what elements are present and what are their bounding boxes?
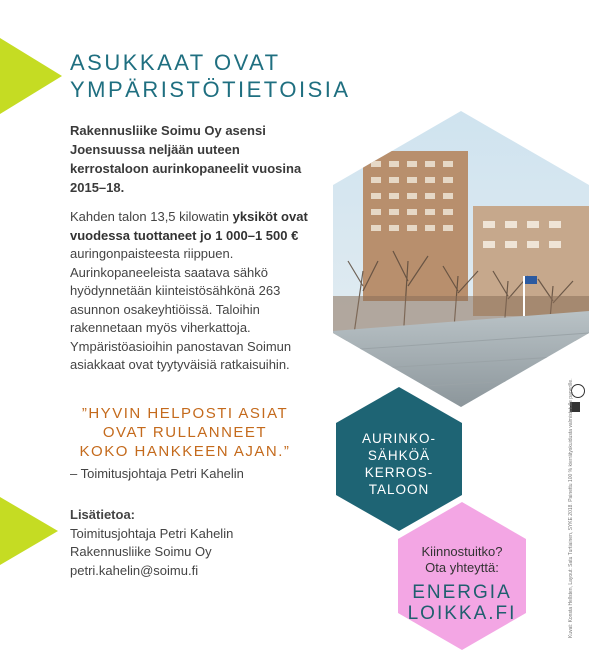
logo-line-1: ENERGIA <box>412 582 512 603</box>
badge-line-4: TALOON <box>368 482 430 497</box>
building-photo-illustration <box>333 111 589 407</box>
logo-line-2: LOIKKA.FI <box>407 603 517 624</box>
quote-attribution: – Toimitusjohtaja Petri Kahelin <box>70 466 244 481</box>
contact-email-link[interactable]: petri.kahelin@soimu.fi <box>70 562 199 578</box>
contact-name: Toimitusjohtaja Petri Kahelin <box>70 525 234 541</box>
body-emphasis: yksiköt ovat vuodessa tuottaneet jo 1 000–1 500 € <box>70 209 308 243</box>
contact-company: Rakennusliike Soimu Oy <box>70 544 212 559</box>
cta-hexagon <box>398 502 526 650</box>
body-paragraph <box>70 208 330 375</box>
cta-text <box>398 544 526 576</box>
credits-line: Kuvat: Konsta Hellsten, Layout: Satu Turtiainen, SYKE 2018. Painettu 100 % kierrätyskuidusta valmistetulle paperille. <box>568 378 574 638</box>
green-triangle-top <box>0 38 62 114</box>
contact-block <box>70 506 310 580</box>
cta-line-1: Kiinnostuitko? <box>421 544 503 559</box>
green-triangle-bottom <box>0 497 58 565</box>
badge-line-3: KERROS- <box>364 465 434 480</box>
quote-line-2: OVAT RULLANNEET <box>102 424 268 441</box>
badge-line-1: AURINKO- <box>361 431 436 446</box>
contact-heading: Lisätietoa: <box>70 507 136 522</box>
credits-text <box>562 378 598 638</box>
pull-quote <box>40 404 330 461</box>
body-text-2: auringonpaisteesta riippuen. Aurinkopaneeleista saatava sähkö hyödynnetään kiinteistösähkönä 263 asunnon osakeyhtiöissä. Taloihin rakennetaan myös viherkattoja. Ympäristöasioihin panostavan Soimun asiakkaat ovat tyytyväisiä ratkaisuihin. <box>70 246 292 372</box>
lead-paragraph: Rakennusliike Soimu Oy asensi Joensuussa neljään uuteen kerrostaloon aurinkopaneelit vuosina 2015–18. <box>70 123 302 195</box>
quote-line-3: KOKO HANKKEEN AJAN.” <box>79 443 291 460</box>
page-title <box>70 49 400 103</box>
body-text-1: Kahden talon 13,5 kilowatin <box>70 209 230 224</box>
badge-line-2: SÄHKÖÄ <box>367 448 431 463</box>
topic-badge-text <box>336 430 462 498</box>
quote-line-1: ”HYVIN HELPOSTI ASIAT <box>81 405 289 422</box>
building-photo <box>333 111 589 407</box>
cta-line-2: Ota yhteyttä: <box>425 560 499 575</box>
energialoikka-logo[interactable] <box>398 582 526 624</box>
title-line-1: ASUKKAAT OVAT <box>70 50 281 75</box>
title-line-2: YMPÄRISTÖTIETOISIA <box>70 77 351 102</box>
